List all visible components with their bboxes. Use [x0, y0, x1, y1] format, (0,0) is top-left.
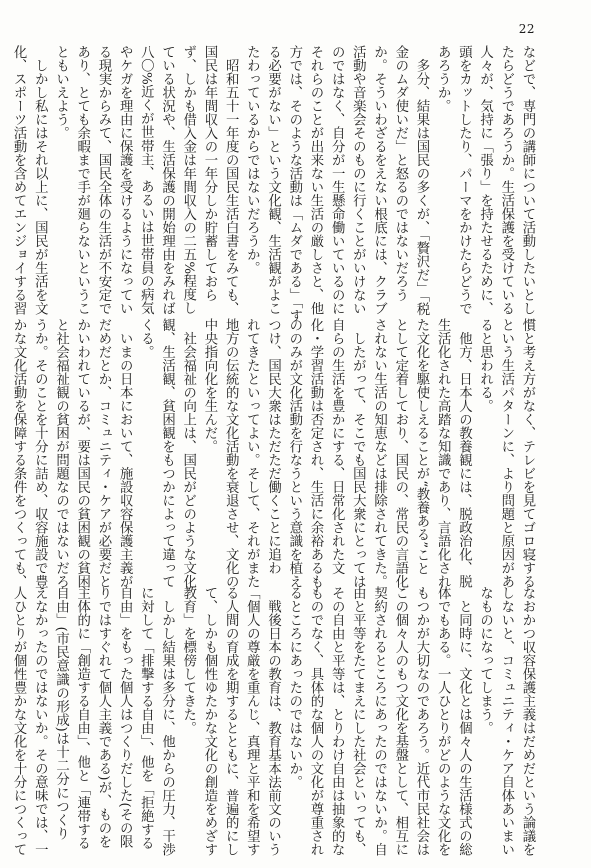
text-line: る現実からみて、国民全体の生活が不安定で [95, 45, 111, 316]
text-line: 活動や音楽会そのものに行くことがいけない [350, 45, 366, 316]
text-line: れてきたといってよい。そして、それがまた [244, 318, 260, 589]
text-line: ると思われる。 [477, 318, 493, 413]
text-line: かな文化活動を保障する条件をつくっても、 [11, 318, 27, 589]
text-line: 自由」(市民意識の形成)は十二分につくり [53, 586, 69, 841]
text-line: た文化を駆使しえることが“教養ある”こと [413, 318, 429, 576]
text-line: 多分、結果は国民の多くが、「贅沢だ」「税 [413, 45, 429, 316]
text-line: 教育」を標傍してきた。 [180, 586, 196, 735]
text-line: あり、とても余暇まで手が廻らないというこ [74, 45, 90, 316]
text-line: る人間の育成を期するとともに、普遍的にし [223, 586, 239, 857]
text-line: やケガを理由に保護を受けるようになってい [117, 45, 133, 316]
text-line: 観、生活観、貧困観をもつかによって違って [159, 318, 175, 589]
text-line: 人ひとりが個性豊かな文化を十分につくって [11, 586, 27, 857]
text-line: 昭和五十一年度の国民生活白書をみても、 [223, 45, 239, 316]
text-line: 八〇%近くが世帯主、あるいは世帯員の病気 [138, 45, 154, 315]
text-line: て、しかも個性ゆたかな文化の創造をめざす [201, 586, 217, 857]
text-line: されない生活の知恵などは排除されてきた。 [371, 318, 387, 589]
text-line: いまの日本において、施設収容保護主義が [117, 318, 133, 589]
text-line: 生活化された高踏な知識であり、言語化され [435, 318, 451, 589]
text-line: に対して「排撃する自由」、他を「拒絶する [138, 586, 154, 850]
page-number: 22 [518, 22, 535, 36]
text-line: くる。 [138, 318, 154, 359]
text-line: 慣と考え方がなく、テレビを見てゴロ寝する [520, 318, 535, 589]
text-line: るところにあったのではないか。 [286, 586, 302, 789]
text-tier-bottom [11, 586, 538, 857]
text-line: 契約されるところにあったのではないか。自 [371, 586, 387, 857]
text-line: という生活パターンに、より問題と原因があ [498, 318, 514, 589]
text-line: 由と平等をたてまえにした社会といっても、 [350, 586, 366, 857]
text-line: この個々人のもつ文化を基盤として、相互に [392, 586, 408, 857]
text-line: 中央指向化を生んだ。 [201, 318, 217, 454]
text-line: かいわれているが、要は国民の貧困観の貧困 [74, 318, 90, 589]
text-line: しかし私にはそれ以上に、国民が生活を文 [32, 45, 48, 316]
text-line: しかし結果は多分に、他からの圧力、干渉 [159, 586, 175, 857]
text-line: 金のムダ使いだ」と怒るのではないだろう [392, 45, 408, 302]
text-line: あろうか。 [435, 45, 451, 113]
text-line: 戦後日本の教育は、教育基本法前文のいう [265, 586, 281, 857]
text-line: 社会福祉の向上は、国民がどのような文化 [180, 318, 196, 589]
text-line: 「個人の尊厳を重んじ、真理と平和を希望す [244, 586, 260, 857]
text-line: つけ、国民大衆はただただ働くことに追わ [265, 318, 281, 575]
text-line: 国民は年間収入の一年分しか貯蓄しておら [201, 45, 217, 302]
text-line: か。そういわざるをえない根底には、クラブ [371, 45, 387, 316]
text-tier-top [11, 45, 538, 323]
text-line: もつかが大切なのであろう。近代市民社会は [413, 586, 429, 857]
text-tier-middle [11, 318, 538, 589]
text-line: のではなく、自分が一生懸命働いているのに [329, 45, 345, 316]
text-line: と同時に、文化とは個々人の生活様式の総 [456, 586, 472, 857]
text-line: えなかったのではないか。その意味では、一 [32, 586, 48, 857]
text-line: なものになってしまう。 [477, 586, 493, 735]
text-line: ている状況や、生活保護の開始理由をみれば [159, 45, 175, 316]
text-line: たらどうであろうか。生活保護を受けている [498, 45, 514, 316]
text-line: それらのことが出来ない生活の厳しさと、他 [307, 45, 323, 316]
text-line: 化・学習活動は否定され、生活に余裕あるも [307, 318, 323, 589]
text-line: 方では、そのような活動は「ムダである」「す [286, 45, 302, 323]
text-line: 主体的に「創造する自由」、他と「連帯する [74, 586, 90, 850]
text-line: 化、スポーツ活動を含めてエンジョイする習 [11, 45, 27, 316]
text-line: したがって、そこでも国民大衆にとっては [350, 318, 366, 589]
text-line: 頭をカットしたり、パーマをかけたらどうで [456, 45, 472, 316]
text-line: 人々が、気持に「張り」を持たせるために、 [477, 45, 493, 316]
text-line: ともいえよう。 [53, 45, 69, 140]
text-line: 他方、日本人の教養観には、脱政治化、脱 [456, 318, 472, 589]
text-line: だめだとか、コミュニティ・ケアが必要だと [95, 318, 111, 589]
text-line: 自由」をもった個人はつくりだした(その限 [117, 586, 133, 849]
text-line: 自らの生活を豊かにする、日常化された文 [329, 318, 345, 575]
text-line: なおかつ収容保護主義はだめだという論議を [520, 586, 535, 857]
text-line: ず、しかも借入金は年間収入の二五%程度し [180, 45, 196, 315]
text-line: りではすぐれて個人主義である)が、ものを [95, 586, 111, 849]
text-line: うか。そのことを十分に詰め、収容施設で豊 [32, 318, 48, 589]
text-line: る必要がない」という文化観、生活観がよこ [265, 45, 281, 316]
text-line: しないと、コミュニティ・ケア自体あいまい [498, 586, 514, 857]
text-line: その自由と平等は、とりわけ自由は抽象的な [329, 586, 345, 857]
text-line: 体でもある。一人ひとりがどのような文化を [435, 586, 451, 857]
text-line: と社会福祉観の貧困が問題なのではないだろ [53, 318, 69, 589]
text-line: 地方の伝統的な文化活動を衰退させ、文化の [223, 318, 239, 589]
text-line: たわっているからではないだろうか。 [244, 45, 260, 275]
text-line: ものでなく、具体的な個人の文化が尊重され [307, 586, 323, 857]
text-line: ののみが文化活動を行なうという意識を植え [286, 318, 302, 589]
text-line: などで、専門の講師について活動したいとし [520, 45, 535, 316]
text-line: として定着しており、国民の、常民の言語化 [392, 318, 408, 589]
